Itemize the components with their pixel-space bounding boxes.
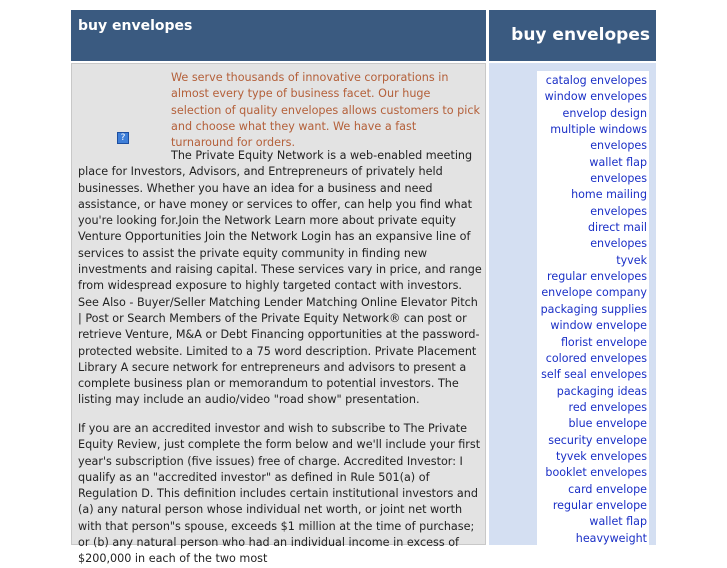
main-content <box>71 63 486 566</box>
sidebar-header-title <box>489 10 656 61</box>
sidebar-link[interactable]: booklet envelopes <box>545 466 647 480</box>
sidebar-link[interactable]: window envelopes <box>544 90 647 104</box>
sidebar-link[interactable]: wallet flap envelopes <box>589 155 647 186</box>
sidebar-link[interactable]: regular envelope <box>552 498 647 512</box>
header-title <box>71 10 486 61</box>
sidebar-link[interactable]: packaging ideas <box>556 384 647 398</box>
paragraph-accredited-investor: If you are an accredited investor and wish to subscribe to The Private Equity Review, just complete the form below and we'll include your first year's subscription (five issues) free of charge. Accredited Investor: I qualify as an "accredited investor" as defined in Rule 501(a) of Regulation D. This definition includes certain institutional investors and (a) any natural person whose individual net worth, or joint net worth with that person"s spouse, exceeds $1 million at the time of purchase; or (b) any natural person who had an individual income in excess of $200,000 in each of the two most <box>78 422 481 566</box>
sidebar-link[interactable]: blue envelope <box>568 417 647 431</box>
sidebar-link[interactable]: heavyweight <box>575 531 647 545</box>
sidebar-link[interactable]: envelop design <box>562 106 647 120</box>
sidebar-link[interactable]: home mailing envelopes <box>571 188 647 218</box>
sidebar-link[interactable]: direct mail envelopes <box>587 221 647 251</box>
header-title-text: buy envelopes <box>78 18 193 34</box>
broken-image-icon <box>117 132 129 144</box>
sidebar-link[interactable]: catalog envelopes <box>545 74 647 87</box>
sidebar-link[interactable]: regular envelopes <box>547 270 647 284</box>
sidebar-link-list <box>537 71 649 547</box>
sidebar-link[interactable]: card envelope <box>568 482 647 496</box>
sidebar-link[interactable]: envelope company <box>541 286 647 300</box>
sidebar-header-title-text: buy envelopes <box>511 25 650 45</box>
sidebar-link[interactable]: tyvek <box>616 253 647 267</box>
sidebar-link[interactable]: security envelope <box>548 433 647 447</box>
sidebar-link[interactable]: packaging supplies <box>540 302 647 316</box>
intro-text: We serve thousands of innovative corporations in almost every type of business facet. Our huge selection of quality envelopes allows customers to pick and choose what they want. We have a fast turnaround for orders. <box>171 71 480 150</box>
sidebar <box>489 63 656 545</box>
sidebar-link[interactable]: florist envelope <box>560 335 647 349</box>
paragraph-private-equity: The Private Equity Network is a web-enabled meeting place for Investors, Advisors, and Entrepreneurs of privately held businesses. Whether you have an idea for a business and need assistance, or have money or services to offer, can help you find what you're looking for.Join the Network Learn more about private equity Venture Opportunities Join the Network Login has an expansive line of services to assist the private equity community in finding new investments and raising capital. These services vary in price, and range from widespread exposure to highly targeted contact with investors. See Also - Buyer/Seller Matching Lender Matching Online Elevator Pitch | Post or Search Members of the Private Equity Network® can post or retrieve Venture, M&A or Debt Financing opportunities at the password-protected website. Limited to a 75 word description. Private Placement Library A secure network for entrepreneurs and advisors to present a complete business plan or memorandum to potential investors. The listing may include an audio/video "road show" presentation. <box>78 149 482 407</box>
sidebar-link[interactable]: red envelopes <box>568 400 647 414</box>
sidebar-link[interactable]: window envelope <box>550 319 647 333</box>
broken-image-glyph: ? <box>120 133 126 143</box>
sidebar-link[interactable]: multiple windows envelopes <box>550 123 647 153</box>
sidebar-link[interactable]: tyvek envelopes <box>555 449 647 463</box>
sidebar-link[interactable]: wallet flap <box>589 515 647 529</box>
sidebar-link[interactable]: colored envelopes <box>545 351 647 365</box>
sidebar-link[interactable]: self seal envelopes <box>541 368 647 382</box>
